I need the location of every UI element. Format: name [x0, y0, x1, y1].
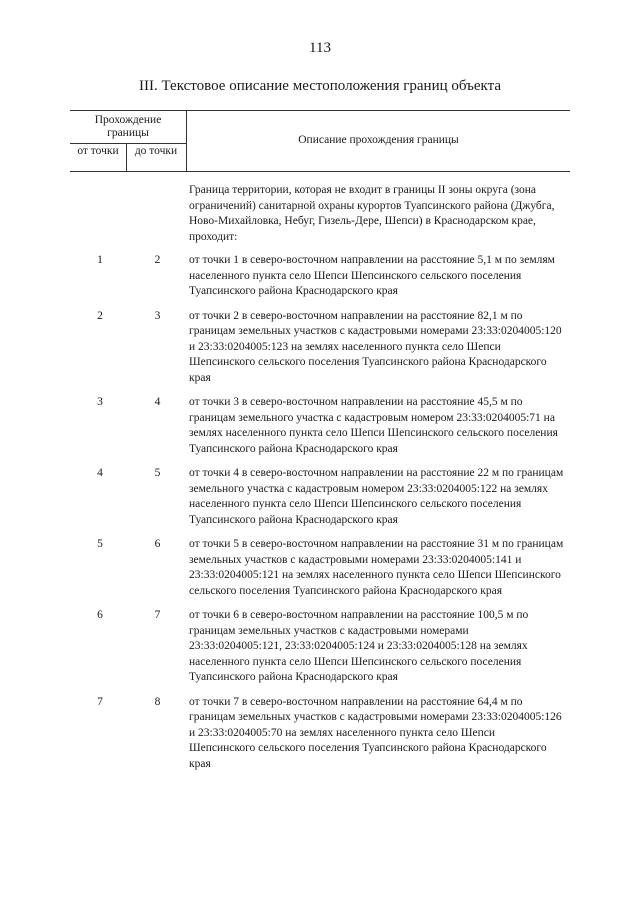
point-to: 3 — [154, 309, 161, 322]
intro-text: Граница территории, которая не входит в границы II зоны округа (зона ограничений) санитарной охраны курортов Туапсинского района (Джубга, Ново-Михайловка, Небуг, Гизель-Дере, Шепси) в Краснодарском крае, проходит: — [189, 184, 555, 243]
point-to: 2 — [154, 254, 161, 266]
boundary-description: от точки 4 в северо-восточном направлении на расстояние 22 м по границам земельного участка с кадастровым номером 23:33:0204005:122 на землях населенного пункта село Шепси Шепсинского сельского поселения Туапсинского района Краснодарского края — [189, 467, 564, 526]
boundary-description: от точки 6 в северо-восточном направлении на расстояние 100,5 м по границам земельных участков с кадастровыми номерами 23:33:0204005:121, 23:33:0204005:124 и 23:33:0204005:128 на землях населенного пункта село Шепси Шепсинского сельского поселения Туапсинского района Краснодарского края — [189, 609, 529, 683]
table-row — [70, 466, 570, 528]
point-to: 8 — [154, 695, 161, 708]
point-to: 5 — [154, 467, 161, 479]
table-row — [70, 395, 570, 457]
table-row — [70, 253, 570, 300]
point-from: 2 — [97, 309, 103, 322]
boundary-description: от точки 7 в северо-восточном направлении на расстояние 64,4 м по границам земельных участков с кадастровыми номерами 23:33:0204005:126 и 23:33:0204005:70 на землях населенного пункта село Шепси Шепсинского сельского поселения Туапсинского района Краснодарского края — [189, 695, 562, 770]
page-number: 113 — [309, 40, 331, 56]
header-top-rule — [70, 110, 570, 111]
header-bottom-rule — [70, 171, 570, 172]
boundary-description: от точки 5 в северо-восточном направлении на расстояние 31 м по границам земельных участков с кадастровыми номерами 23:33:0204005:141 и 23:33:0204005:121 на землях населенного пункта село Шепси Шепсинского сельского поселения Туапсинского района Краснодарского края — [189, 538, 564, 597]
header-from: от точки — [77, 145, 119, 157]
table-body — [70, 183, 570, 781]
point-to: 4 — [154, 396, 161, 408]
point-from: 3 — [97, 396, 103, 408]
section-title: III. Текстовое описание местоположения границ объекта — [138, 78, 502, 94]
point-from: 7 — [97, 695, 103, 708]
header-passage: Прохождение границы — [94, 114, 162, 139]
table-row — [70, 537, 570, 599]
table-row — [70, 309, 570, 387]
point-from: 5 — [97, 538, 103, 550]
header-divider-points — [126, 143, 127, 172]
point-to: 7 — [154, 609, 161, 621]
point-from: 4 — [97, 467, 103, 479]
boundary-description: от точки 1 в северо-восточном направлении на расстояние 5,1 м по землям населенного пункта село Шепси Шепсинского сельского поселения Туапсинского района Краснодарского края — [189, 254, 555, 297]
header-description: Описание прохождения границы — [298, 134, 459, 146]
point-from: 6 — [97, 609, 103, 621]
table-row — [70, 608, 570, 686]
table-row — [70, 695, 570, 773]
boundary-description: от точки 2 в северо-восточном направлении на расстояние 82,1 м по границам земельных участков с кадастровыми номерами 23:33:0204005:120 и 23:33:0204005:123 на землях населенного пункта село Шепси Шепсинского сельского поселения Туапсинского района Краснодарского края — [189, 309, 562, 384]
boundary-description: от точки 3 в северо-восточном направлении на расстояние 45,5 м по границам земельного участка с кадастровым номером 23:33:0204005:71 на землях населенного пункта село Шепси Шепсинского сельского поселения Туапсинского района Краснодарского края — [189, 396, 558, 455]
point-from: 1 — [97, 254, 103, 266]
header-sub-rule — [70, 143, 186, 144]
table-header — [70, 110, 570, 172]
point-to: 6 — [154, 538, 161, 550]
header-to: до точки — [134, 145, 178, 157]
